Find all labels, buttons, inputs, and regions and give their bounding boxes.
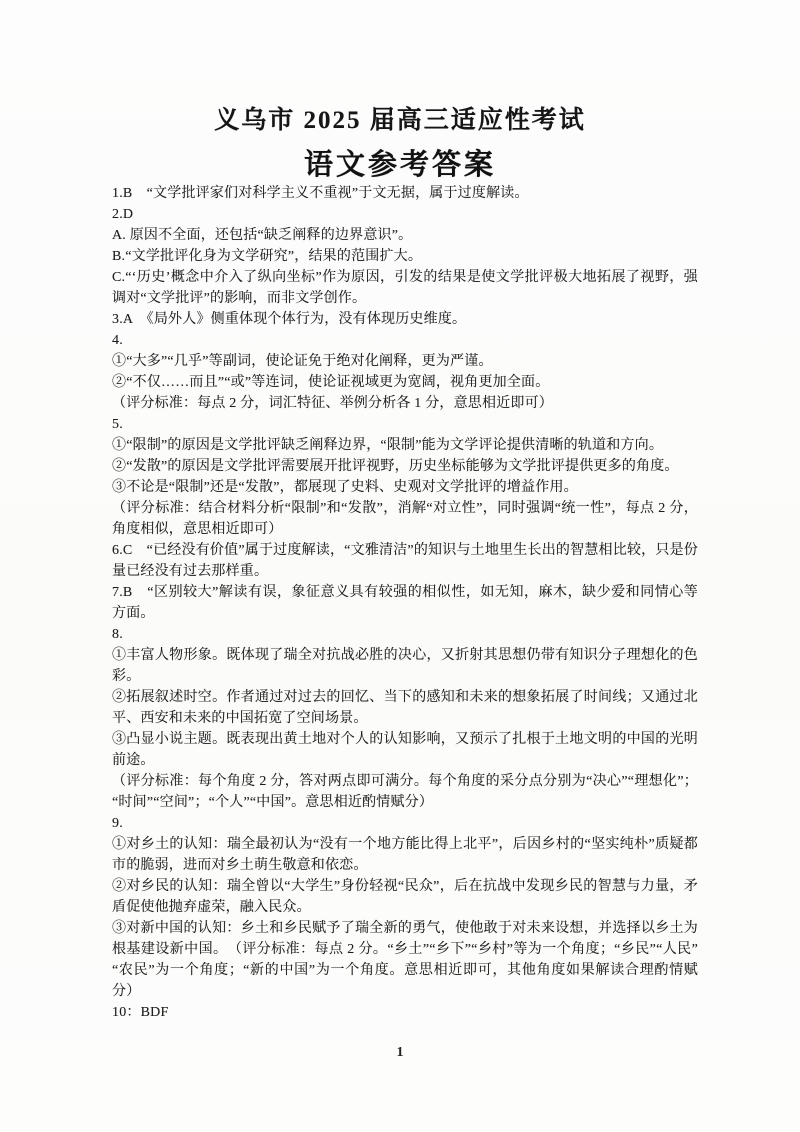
answer-line: 8. [112,627,123,642]
answer-line: ②对乡民的认知：瑞全曾以“大学生”身份轻视“民众”，后在抗战中发现乡民的智慧与力量，矛盾促使他抛弃虚荣，融入民众。 [112,879,698,915]
answer-line: ①“大多”“几乎”等副词，使论证免于绝对化阐释，更为严谨。 [112,354,493,369]
answer-line: 1.B “文学批评家们对科学主义不重视”于文无据，属于过度解读。 [112,186,529,201]
answer-line: 4. [112,333,123,348]
answer-line: ③凸显小说主题。既表现出黄土地对个人的认知影响，又预示了扎根于土地文明的中国的光明前途。 [112,732,698,768]
answer-line: C.“‘历史’概念中介入了纵向坐标”作为原因，引发的结果是使文学批评极大地拓展了视野，强调对“文学批评”的影响，而非文学创作。 [112,270,698,306]
answer-line: 2.D [112,207,134,222]
page-number: 1 [396,1045,404,1060]
answer-line: ③不论是“限制”还是“发散”，都展现了史料、史观对文学批评的增益作用。 [112,480,578,495]
answer-line: ①对乡土的认知：瑞全最初认为“没有一个地方能比得上北平”，后因乡村的“坚实纯朴”质疑都市的脆弱，进而对乡土萌生敬意和依恋。 [112,837,698,873]
answer-line: ②“发散”的原因是文学批评需要展开批评视野，历史坐标能够为文学批评提供更多的角度。 [112,459,679,474]
exam-title: 义乌市 2025 届高三适应性考试 [214,107,586,134]
answer-line: ①“限制”的原因是文学批评缺乏阐释边界，“限制”能为文学评论提供清晰的轨道和方向。 [112,438,664,453]
answer-line: （评分标准：结合材料分析“限制”和“发散”，消解“对立性”，同时强调“统一性”，每点 2 分，角度相似，意思相近即可） [112,501,698,537]
answer-line: （评分标准：每点 2 分，词汇特征、举例分析各 1 分，意思相近即可） [112,396,553,411]
answer-line: ③对新中国的认知：乡土和乡民赋予了瑞全新的勇气，使他敢于对未来设想，并选择以乡土为根基建设新中国。 （评分标准：每点 2 分。“乡土”“乡下”“乡村”等为一个角度；“乡民”“人民”“农民”为一个角度；“新的中国”为一个角度。意思相近即可，其他角度如果解读合理酌情赋分） [112,921,698,999]
answer-line: 7.B “区别较大”解读有误，象征意义具有较强的相似性，如无知，麻木，缺少爱和同情心等方面。 [112,585,698,621]
answer-line: 3.A 《局外人》侧重体现个体行为，没有体现历史维度。 [112,312,467,327]
answer-line: B.“文学批评化身为文学研究”，结果的范围扩大。 [112,249,423,264]
answer-line: 10：BDF [112,1005,169,1020]
answer-line: 5. [112,417,123,432]
answer-line: A. 原因不全面，还包括“缺乏阐释的边界意识”。 [112,228,413,243]
answer-line: ②“不仅……而且”“或”等连词，使论证视域更为宽阔，视角更加全面。 [112,375,550,390]
answer-line: ②拓展叙述时空。作者通过对过去的回忆、当下的感知和未来的想象拓展了时间线；又通过北平、西安和未来的中国拓宽了空间场景。 [112,690,698,726]
answers-heading: 语文参考答案 [303,149,496,181]
answer-line: （评分标准：每个角度 2 分，答对两点即可满分。每个角度的采分点分别为“决心”“理想化”；“时间”“空间”；“个人”“中国”。意思相近酌情赋分） [112,774,698,810]
answer-line: ①丰富人物形象。既体现了瑞全对抗战必胜的决心，又折射其思想仍带有知识分子理想化的色彩。 [112,648,698,684]
answer-body [112,183,698,1023]
answer-line: 9. [112,816,123,831]
answer-line: 6.C “已经没有价值”属于过度解读，“文雅清洁”的知识与土地里生长出的智慧相比较，只是份量已经没有过去那样重。 [112,543,698,579]
